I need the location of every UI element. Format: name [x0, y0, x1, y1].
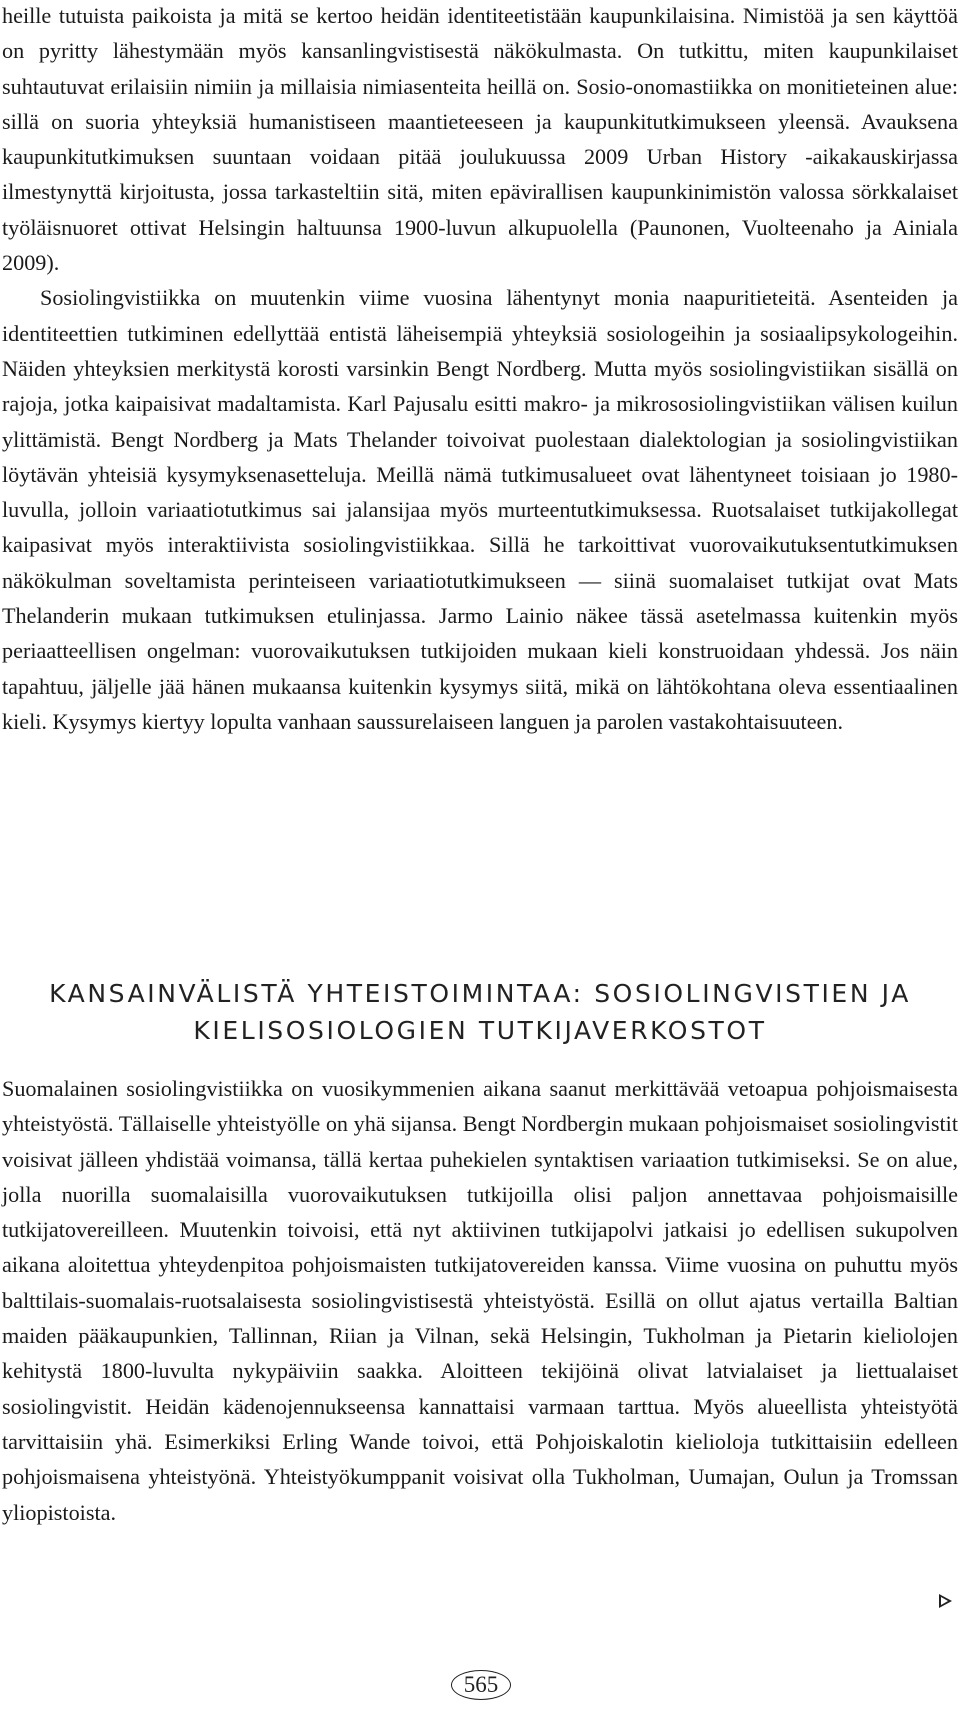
- right-triangle-outline-icon: [939, 1594, 952, 1608]
- section-heading-line-2: KIELISOSIOLOGIEN TUTKIJAVERKOSTOT: [193, 1016, 767, 1045]
- body-text-bottom: [2, 1071, 958, 1530]
- section-heading: [0, 975, 960, 1049]
- paragraph-3: Suomalainen sosiolingvistiikka on vuosikymmenien aikana saanut merkittävää vetoapua pohjoismaisesta yhteistyöstä. Tällaiselle yhteistyölle on yhä sijansa. Bengt Nordbergin mukaan pohjoismaiset sosiolingvistit voisivat jälleen yhdistää voimansa, tällä kertaa puhekielen syntaktisen variaation tutkimiseksi. Se on alue, jolla nuorilla suomalaisilla vuorovaikutuksen tutkijoilla olisi paljon annettavaa pohjoismaisille tutkijatovereilleen. Muutenkin toivoisi, että nyt aktiivinen tutkijapolvi jatkaisi jo edellisen sukupolven aikana aloitettua yhteydenpitoa pohjoismaisten tutkijatovereiden kanssa. Viime vuosina on puhuttu myös balttilais-suomalais-ruotsalaisesta sosiolingvistisestä yhteistyöstä. Esillä on ollut ajatus vertailla Baltian maiden pääkaupunkien, Tallinnan, Riian ja Vilnan, sekä Helsingin, Tukholman ja Pietarin kieliolojen kehitystä 1800-luvulta nykypäiviin saakka. Aloitteen tekijöinä olivat latvialaiset ja liettualaiset sosiolingvistit. Heidän kädenojennukseensa kannattaisi varmaan tarttua. Myös alueellista yhteistyötä tarvittaisiin yhä. Esimerkiksi Erling Wande toivoi, että Pohjoiskalotin kielioloja tutkittaisiin edelleen pohjoismaisena yhteistyönä. Yhteistyökumppanit voisivat olla Tukholman, Uumajan, Oulun ja Tromssan yliopistoista.: [2, 1076, 958, 1525]
- body-text-top: [2, 0, 958, 739]
- section-heading-line-1: KANSAINVÄLISTÄ YHTEISTOIMINTAA: SOSIOLINGVISTIEN JA: [49, 979, 911, 1008]
- paragraph-1: heille tutuista paikoista ja mitä se kertoo heidän identiteetistään kaupunkilaisina. Nimistöä ja sen käyttöä on pyritty lähestymään myös kansanlingvistisestä näkökulmasta. On tutkittu, miten kaupunkilaiset suhtautuvat erilaisiin nimiin ja millaisia nimiasenteita heillä on. Sosio-onomastiikka on monitieteinen alue: sillä on suoria yhteyksiä humanistiseen maantieteeseen ja kaupunkitutkimukseen yleensä. Avauksena kaupunkitutkimuksen suuntaan voidaan pitää joulukuussa 2009 Urban History -aikakauskirjassa ilmestynyttä kirjoitusta, jossa tarkasteltiin sitä, miten epävirallisen kaupunkinimistön valossa sörkkalaiset työläisnuoret ottivat Helsingin haltuunsa 1900-luvun alkupuolella (Paunonen, Vuolteenaho ja Ainiala 2009).: [2, 3, 958, 276]
- page-number: 565: [451, 1670, 511, 1700]
- paragraph-2: Sosiolingvistiikka on muutenkin viime vuosina lähentynyt monia naapuritieteitä. Asenteiden ja identiteettien tutkiminen edellyttää entistä läheisempiä yhteyksiä sosiologeihin ja sosiaalipsykologeihin. Näiden yhteyksien merkitystä korosti varsinkin Bengt Nordberg. Mutta myös sosiolingvistiikan sisällä on rajoja, jotka kaipaisivat madaltamista. Karl Pajusalu esitti makro- ja mikrososiolingvistiikan välisen kuilun ylittämistä. Bengt Nordberg ja Mats Thelander toivoivat puolestaan dialektologian ja sosiolingvistiikan löytävän yhteisiä kysymyksenasetteluja. Meillä nämä tutkimusalueet ovat lähentyneet toisiaan jo 1980-luvulla, jolloin variaatiotutkimus sai jalansijaa myös murteentutkimuksessa. Ruotsalaiset tutkijakollegat kaipasivat myös interaktiivista sosiolingvistiikkaa. Sillä he tarkoittivat vuorovaikutuksentutkimuksen näkökulman soveltamista perinteiseen variaatiotutkimukseen — siinä suomalaiset tutkijat ovat Mats Thelanderin mukaan tutkimuksen etulinjassa. Jarmo Lainio näkee tässä asetelmassa kuitenkin myös periaatteellisen ongelman: vuorovaikutuksen tutkijoiden mukaan kieli konstruoidaan yhdessä. Jos näin tapahtuu, jäljelle jää hänen mukaansa kuitenkin kysymys siitä, mikä on lähtökohtana oleva essentiaalinen kieli. Kysymys kiertyy lopulta vanhaan saussurelaiseen languen ja parolen vastakohtaisuuteen.: [2, 285, 958, 734]
